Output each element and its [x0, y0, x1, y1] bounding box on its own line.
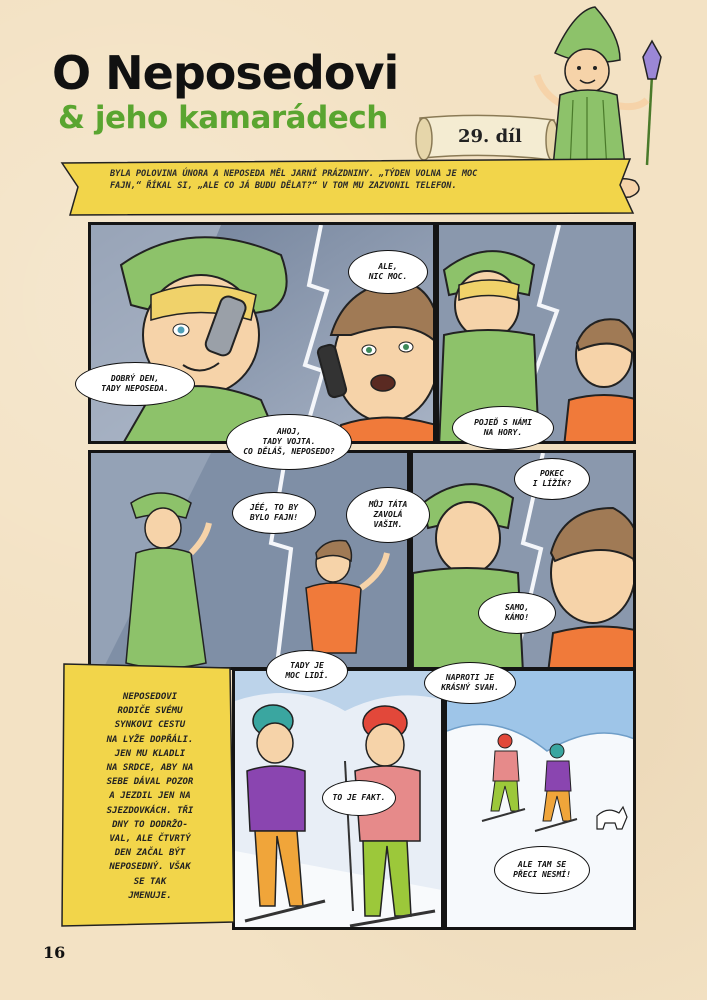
speech-bubble-jee: JÉÉ, TO BY BYLO FAJN! [232, 492, 316, 534]
comic-title: O Neposedovi [52, 46, 399, 100]
intro-caption: BYLA POLOVINA ÚNORA A NEPOSEDA MĚL JARNÍ PRÁZDNINY. „TÝDEN VOLNA JE MOC FAJN,“ ŘÍKAL SI, „ALE CO JÁ BUDU DĚLAT?“ V TOM MU ZAZVONIL TELEFON. [110, 169, 478, 191]
speech-bubble-naproti: NAPROTI JE KRÁSNÝ SVAH. [424, 662, 516, 704]
speech-bubble-ale-nic: ALE, NIC MOC. [348, 250, 428, 294]
speech-bubble-tady: TADY JE MOC LIDÍ. [266, 650, 348, 692]
speech-bubble-ahoj: AHOJ, TADY VOJTA. CO DĚLÁŠ, NEPOSEDO? [226, 414, 352, 470]
speech-bubble-ale-tam: ALE TAM SE PŘECI NESMÍ! [494, 846, 590, 894]
speech-bubble-dobry-den: DOBRÝ DEN, TADY NEPOSEDA. [75, 362, 195, 406]
speech-bubble-samo: SAMO, KÁMO! [478, 592, 556, 634]
speech-bubble-pokec: POKEC I LÍŽÍK? [514, 458, 590, 500]
narration-text: NEPOSEDOVI RODIČE SVÉMU SYNKOVI CESTU NA LYŽE DOPŘÁLI. JEN MU KLADLI NA SRDCE, ABY NA SEBE DÁVAL POZOR A JEZDIL JEN NA SJEZDOVKÁCH. TŘI DNY TO DODRŽO- VAL, ALE ČTVRTÝ DEN ZAČAL BÝT NEPOSEDNÝ. VŠAK SE TAK JMENUJE. [106, 692, 194, 901]
page-number: 16 [43, 943, 66, 962]
comic-panel-3 [88, 450, 410, 670]
speech-bubble-muj-tata: MŮJ TÁTA ZAVOLÁ VAŠIM. [346, 487, 430, 543]
comic-subtitle: & jeho kamarádech [58, 100, 388, 136]
episode-label: 29. díl [458, 126, 522, 147]
speech-bubble-pojed: POJEĎ S NÁMI NA HORY. [452, 406, 554, 450]
speech-bubble-to-je-fakt: TO JE FAKT. [322, 780, 396, 816]
